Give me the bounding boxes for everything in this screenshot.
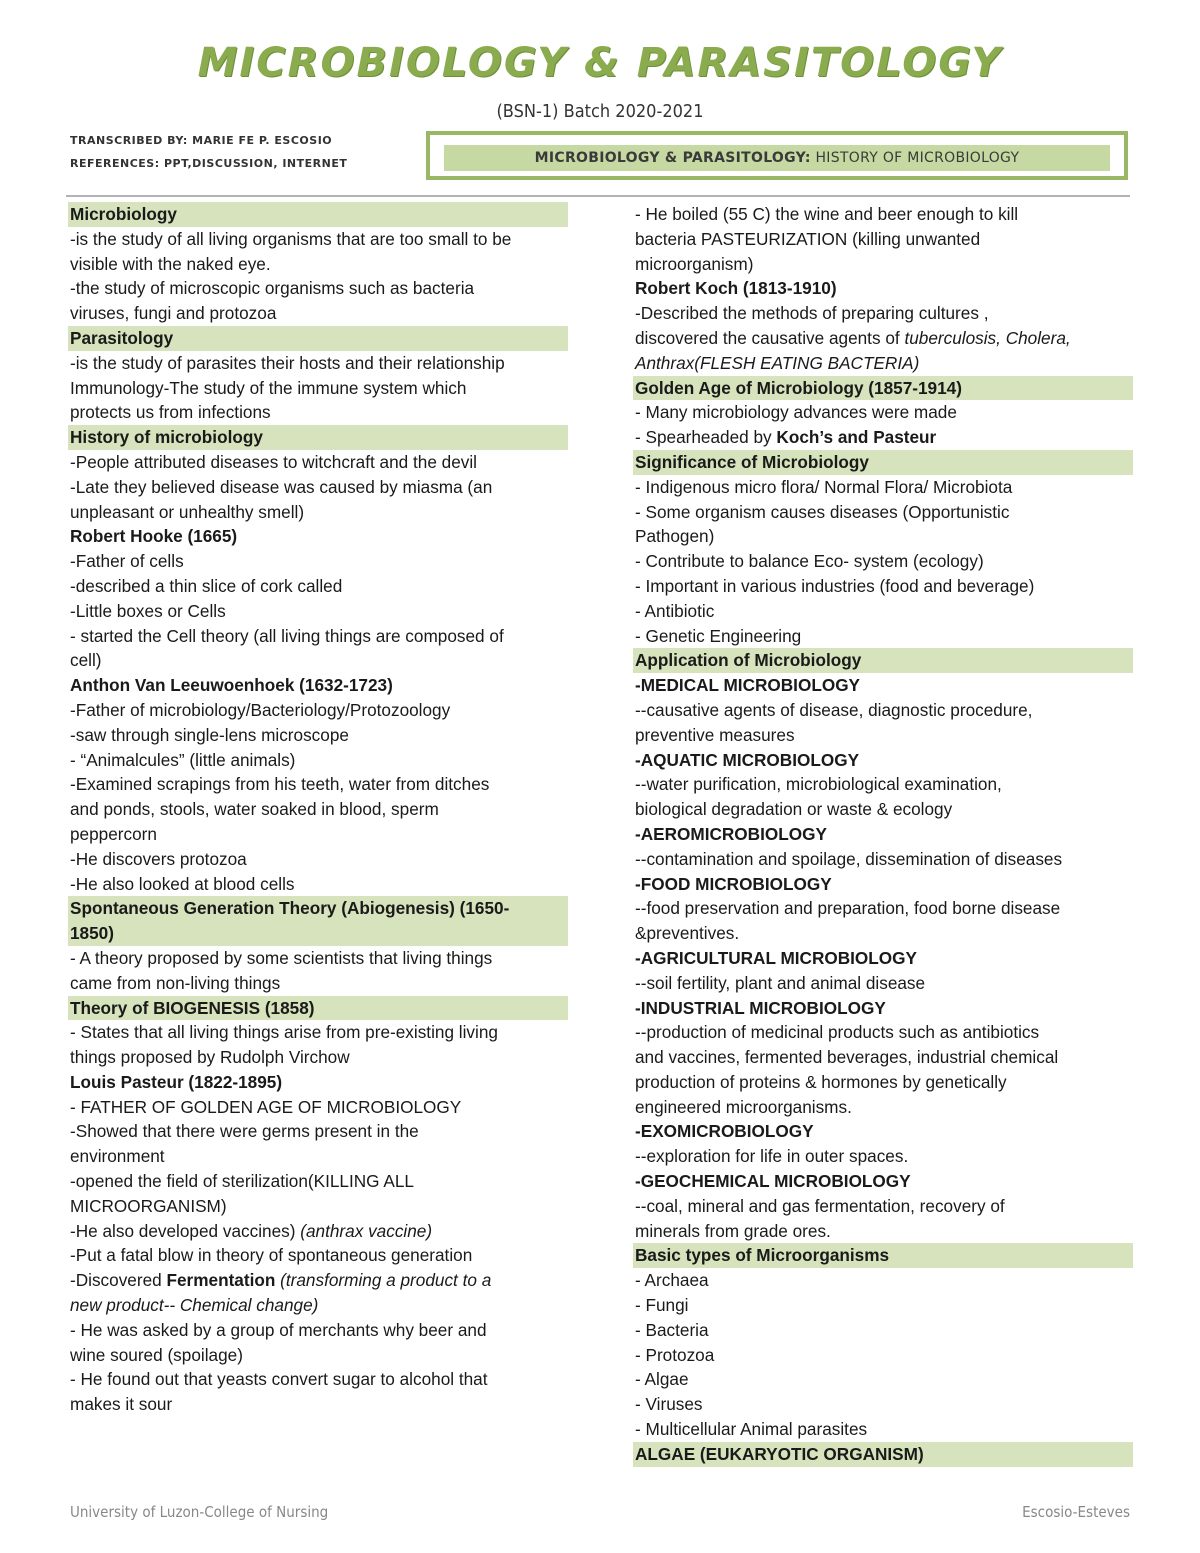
line-text: and vaccines, fermented beverages, industrial chemical — [635, 1047, 1059, 1068]
text-line — [70, 723, 568, 748]
text-line — [70, 1119, 568, 1144]
line-text: - “Animalcules” (little animals) — [70, 749, 296, 770]
line-text: discovered the causative agents of — [635, 327, 905, 348]
line-text: -He discovers protozoa — [70, 848, 247, 869]
line-text: -GEOCHEMICAL MICROBIOLOGY — [635, 1171, 911, 1192]
subheading — [635, 946, 1133, 971]
line-text: --soil fertility, plant and animal disease — [635, 972, 926, 993]
batch-subtitle: (BSN-1) Batch 2020-2021 — [496, 101, 704, 122]
line-text: -saw through single-lens microscope — [70, 724, 349, 745]
line-text: Robert Koch (1813-1910) — [635, 278, 837, 299]
text-line — [70, 1169, 568, 1194]
line-text: Microbiology — [70, 204, 177, 224]
text-line — [70, 1095, 568, 1120]
line-text: -Showed that there were germs present in the — [70, 1121, 419, 1142]
line-text: wine soured (spoilage) — [70, 1344, 243, 1365]
line-text: - States that all living things arise from pre-existing living — [70, 1022, 498, 1043]
line-text: - He was asked by a group of merchants why beer and — [70, 1319, 487, 1340]
subheading — [635, 673, 1133, 698]
text-line — [635, 202, 1133, 227]
section-heading — [68, 896, 568, 921]
text-line — [635, 1392, 1133, 1417]
line-italic-text: (anthrax vaccine) — [300, 1220, 433, 1241]
line-text: -FOOD MICROBIOLOGY — [635, 873, 832, 894]
line-text: - Bacteria — [635, 1319, 709, 1340]
line-text: and ponds, stools, water soaked in blood, sperm — [70, 799, 439, 820]
text-line — [635, 1020, 1133, 1045]
line-text: --water purification, microbiological examination, — [635, 774, 1002, 795]
text-line — [635, 400, 1133, 425]
line-text: viruses, fungi and protozoa — [70, 303, 277, 324]
line-text: - FATHER OF GOLDEN AGE OF MICROBIOLOGY — [70, 1096, 462, 1117]
text-line — [635, 896, 1133, 921]
text-line — [70, 772, 568, 797]
text-line — [70, 872, 568, 897]
text-line — [70, 648, 568, 673]
section-heading — [68, 996, 568, 1021]
line-text: cell) — [70, 650, 102, 671]
line-text: microorganism) — [635, 253, 754, 274]
text-line — [70, 1219, 568, 1244]
text-line — [70, 599, 568, 624]
line-text: &preventives. — [635, 923, 740, 944]
line-text: Parasitology — [70, 327, 174, 348]
section-heading — [633, 376, 1133, 401]
text-line — [70, 450, 568, 475]
line-text: Application of Microbiology — [635, 650, 862, 671]
line-text: -Discovered — [70, 1270, 167, 1291]
text-line — [635, 971, 1133, 996]
line-text: protects us from infections — [70, 402, 271, 423]
text-line — [635, 599, 1133, 624]
text-line — [70, 847, 568, 872]
line-text: things proposed by Rudolph Virchow — [70, 1047, 350, 1068]
text-line — [70, 1392, 568, 1417]
text-line — [635, 1293, 1133, 1318]
line-text: preventive measures — [635, 724, 795, 745]
section-heading — [633, 648, 1133, 673]
text-line — [635, 326, 1133, 351]
text-line — [635, 698, 1133, 723]
text-line — [70, 574, 568, 599]
references: REFERENCES: PPT,DISCUSSION, INTERNET — [70, 157, 348, 170]
line-text: - Viruses — [635, 1394, 703, 1415]
line-text: - Archaea — [635, 1270, 709, 1291]
text-line — [635, 1144, 1133, 1169]
line-text: 1850) — [70, 923, 114, 944]
subheading — [635, 1119, 1133, 1144]
section-heading — [68, 921, 568, 946]
line-italic-text: tuberculosis, Cholera, — [904, 327, 1071, 348]
line-text: --contamination and spoilage, dissemination of diseases — [635, 848, 1063, 869]
line-text: - started the Cell theory (all living things are composed of — [70, 625, 504, 646]
text-line — [635, 772, 1133, 797]
text-line — [70, 549, 568, 574]
topic-label — [444, 145, 1110, 171]
subheading — [635, 748, 1133, 773]
line-text: --food preservation and preparation, food borne disease — [635, 898, 1061, 919]
text-line — [635, 1417, 1133, 1442]
text-line — [635, 252, 1133, 277]
text-line — [635, 1045, 1133, 1070]
line-text: -AQUATIC MICROBIOLOGY — [635, 749, 860, 770]
section-heading — [68, 202, 568, 227]
line-text: Robert Hooke (1665) — [70, 526, 238, 547]
text-line — [70, 1293, 568, 1318]
section-heading — [68, 326, 568, 351]
text-line — [70, 475, 568, 500]
line-text: -AEROMICROBIOLOGY — [635, 823, 827, 844]
line-text: production of proteins & hormones by genetically — [635, 1071, 1007, 1092]
line-text: -is the study of parasites their hosts and their relationship — [70, 352, 505, 373]
line-text: --coal, mineral and gas fermentation, recovery of — [635, 1195, 1005, 1216]
line-text: - Algae — [635, 1369, 689, 1390]
section-heading — [633, 450, 1133, 475]
text-line — [635, 847, 1133, 872]
text-line — [70, 301, 568, 326]
line-text: unpleasant or unhealthy smell) — [70, 501, 305, 522]
section-heading — [633, 1243, 1133, 1268]
text-line — [635, 524, 1133, 549]
text-line — [70, 1045, 568, 1070]
line-text: -Father of microbiology/Bacteriology/Protozoology — [70, 699, 451, 720]
text-line — [635, 1318, 1133, 1343]
text-line — [635, 351, 1133, 376]
line-italic-text: Anthrax(FLESH EATING BACTERIA) — [635, 352, 920, 373]
text-line — [70, 748, 568, 773]
line-italic-text: (transforming a product to a — [275, 1270, 492, 1291]
footer-authors: Escosio-Esteves — [1022, 1503, 1130, 1521]
text-line — [70, 376, 568, 401]
text-line — [70, 971, 568, 996]
text-line — [635, 723, 1133, 748]
line-bold-text: Fermentation — [166, 1270, 276, 1291]
subheading — [635, 276, 1133, 301]
topic-suffix: HISTORY OF MICROBIOLOGY — [810, 150, 1020, 166]
text-line — [70, 946, 568, 971]
line-text: -Described the methods of preparing cultures , — [635, 303, 989, 324]
line-text: - Many microbiology advances were made — [635, 402, 957, 423]
line-text: -AGRICULTURAL MICROBIOLOGY — [635, 947, 917, 968]
text-line — [635, 1343, 1133, 1368]
line-text: -opened the field of sterilization(KILLING ALL — [70, 1171, 414, 1192]
line-text: - Genetic Engineering — [635, 625, 802, 646]
text-line — [70, 351, 568, 376]
document-title: MICROBIOLOGY & PARASITOLOGY — [197, 40, 1003, 86]
line-text: -MEDICAL MICROBIOLOGY — [635, 675, 861, 696]
subheading — [70, 673, 568, 698]
text-line — [70, 1367, 568, 1392]
text-line — [70, 400, 568, 425]
text-line — [70, 1144, 568, 1169]
text-line — [635, 574, 1133, 599]
text-line — [70, 698, 568, 723]
text-line — [635, 1194, 1133, 1219]
text-line — [635, 1219, 1133, 1244]
line-text: -the study of microscopic organisms such as bacteria — [70, 278, 475, 299]
left-column — [70, 202, 568, 1417]
text-line — [70, 1318, 568, 1343]
line-text: -is the study of all living organisms that are too small to be — [70, 228, 512, 249]
line-text: - Indigenous micro flora/ Normal Flora/ Microbiota — [635, 476, 1013, 497]
line-text: - He boiled (55 C) the wine and beer enough to kill — [635, 204, 1019, 224]
line-text: - Protozoa — [635, 1344, 715, 1365]
text-line — [70, 227, 568, 252]
line-text: - Fungi — [635, 1295, 689, 1316]
line-text: - He found out that yeasts convert sugar to alcohol that — [70, 1369, 488, 1390]
line-text: makes it sour — [70, 1394, 173, 1415]
line-text: Anthon Van Leeuwoenhoek (1632-1723) — [70, 675, 393, 696]
line-text: -Little boxes or Cells — [70, 600, 226, 621]
text-line — [635, 549, 1133, 574]
line-text: - Important in various industries (food and beverage) — [635, 575, 1035, 596]
line-text: -People attributed diseases to witchcraft and the devil — [70, 451, 478, 472]
line-text: peppercorn — [70, 823, 157, 844]
line-text: -Late they believed disease was caused by miasma (an — [70, 476, 493, 497]
text-line — [635, 227, 1133, 252]
text-line — [635, 797, 1133, 822]
line-text: Basic types of Microorganisms — [635, 1245, 890, 1266]
line-text: - A theory proposed by some scientists that living things — [70, 947, 493, 968]
text-line — [70, 1194, 568, 1219]
header-divider — [66, 195, 1130, 197]
text-line — [70, 276, 568, 301]
line-text: - Spearheaded by — [635, 427, 777, 448]
topic-banner — [426, 131, 1128, 180]
line-text: -Put a fatal blow in theory of spontaneous generation — [70, 1245, 473, 1266]
line-text: Louis Pasteur (1822-1895) — [70, 1071, 283, 1092]
line-text: visible with the naked eye. — [70, 253, 271, 274]
text-line — [635, 921, 1133, 946]
line-text: engineered microorganisms. — [635, 1096, 852, 1117]
subheading — [635, 872, 1133, 897]
line-text: --exploration for life in outer spaces. — [635, 1146, 909, 1167]
line-text: environment — [70, 1146, 165, 1167]
line-text: History of microbiology — [70, 427, 263, 448]
line-text: Golden Age of Microbiology (1857-1914) — [635, 377, 962, 398]
line-text: ALGAE (EUKARYOTIC ORGANISM) — [635, 1443, 924, 1464]
line-text: Pathogen) — [635, 526, 715, 547]
text-line — [635, 500, 1133, 525]
text-line — [70, 1343, 568, 1368]
line-text: minerals from grade ores. — [635, 1220, 831, 1241]
text-line — [70, 797, 568, 822]
text-line — [70, 500, 568, 525]
line-text: -He also looked at blood cells — [70, 873, 295, 894]
text-line — [635, 1070, 1133, 1095]
subheading — [635, 1169, 1133, 1194]
text-line — [635, 1095, 1133, 1120]
subheading — [635, 822, 1133, 847]
text-line — [635, 301, 1133, 326]
text-line — [70, 252, 568, 277]
subheading — [635, 996, 1133, 1021]
text-line — [70, 1268, 568, 1293]
text-line — [70, 1243, 568, 1268]
topic-prefix: MICROBIOLOGY & PARASITOLOGY: — [534, 150, 811, 166]
line-text: --production of medicinal products such as antibiotics — [635, 1022, 1040, 1043]
line-text: - Contribute to balance Eco- system (ecology) — [635, 551, 984, 572]
footer-institution: University of Luzon-College of Nursing — [70, 1503, 329, 1521]
line-text: -INDUSTRIAL MICROBIOLOGY — [635, 997, 886, 1018]
line-text: --causative agents of disease, diagnostic procedure, — [635, 699, 1033, 720]
line-text: -Examined scrapings from his teeth, water from ditches — [70, 774, 490, 795]
text-line — [635, 1268, 1133, 1293]
line-text: Immunology-The study of the immune system which — [70, 377, 467, 398]
line-text: Significance of Microbiology — [635, 451, 869, 472]
line-text: -Father of cells — [70, 551, 184, 572]
text-line — [635, 425, 1133, 450]
line-text: -described a thin slice of cork called — [70, 575, 343, 596]
line-text: -He also developed vaccines) — [70, 1220, 301, 1241]
line-text: - Some organism causes diseases (Opportunistic — [635, 501, 1010, 522]
text-line — [635, 475, 1133, 500]
right-column — [635, 202, 1133, 1467]
section-heading — [633, 1442, 1133, 1467]
text-line — [70, 1020, 568, 1045]
text-line — [635, 1367, 1133, 1392]
line-text: came from non-living things — [70, 972, 281, 993]
line-text: - Antibiotic — [635, 600, 715, 621]
text-line — [70, 822, 568, 847]
line-text: -EXOMICROBIOLOGY — [635, 1121, 814, 1142]
transcribed-by: TRANSCRIBED BY: MARIE FE P. ESCOSIO — [70, 134, 333, 147]
line-text: bacteria PASTEURIZATION (killing unwanted — [635, 228, 981, 249]
subheading — [70, 524, 568, 549]
section-heading — [68, 425, 568, 450]
line-text: Theory of BIOGENESIS (1858) — [70, 997, 315, 1018]
line-text: - Multicellular Animal parasites — [635, 1419, 868, 1440]
line-text: MICROORGANISM) — [70, 1195, 227, 1216]
subheading — [70, 1070, 568, 1095]
line-bold-text: Koch’s and Pasteur — [776, 427, 937, 448]
line-italic-text: new product-- Chemical change) — [70, 1295, 319, 1316]
line-text: biological degradation or waste & ecology — [635, 799, 953, 820]
text-line — [70, 624, 568, 649]
line-text: Spontaneous Generation Theory (Abiogenesis) (1650- — [70, 898, 510, 919]
text-line — [635, 624, 1133, 649]
